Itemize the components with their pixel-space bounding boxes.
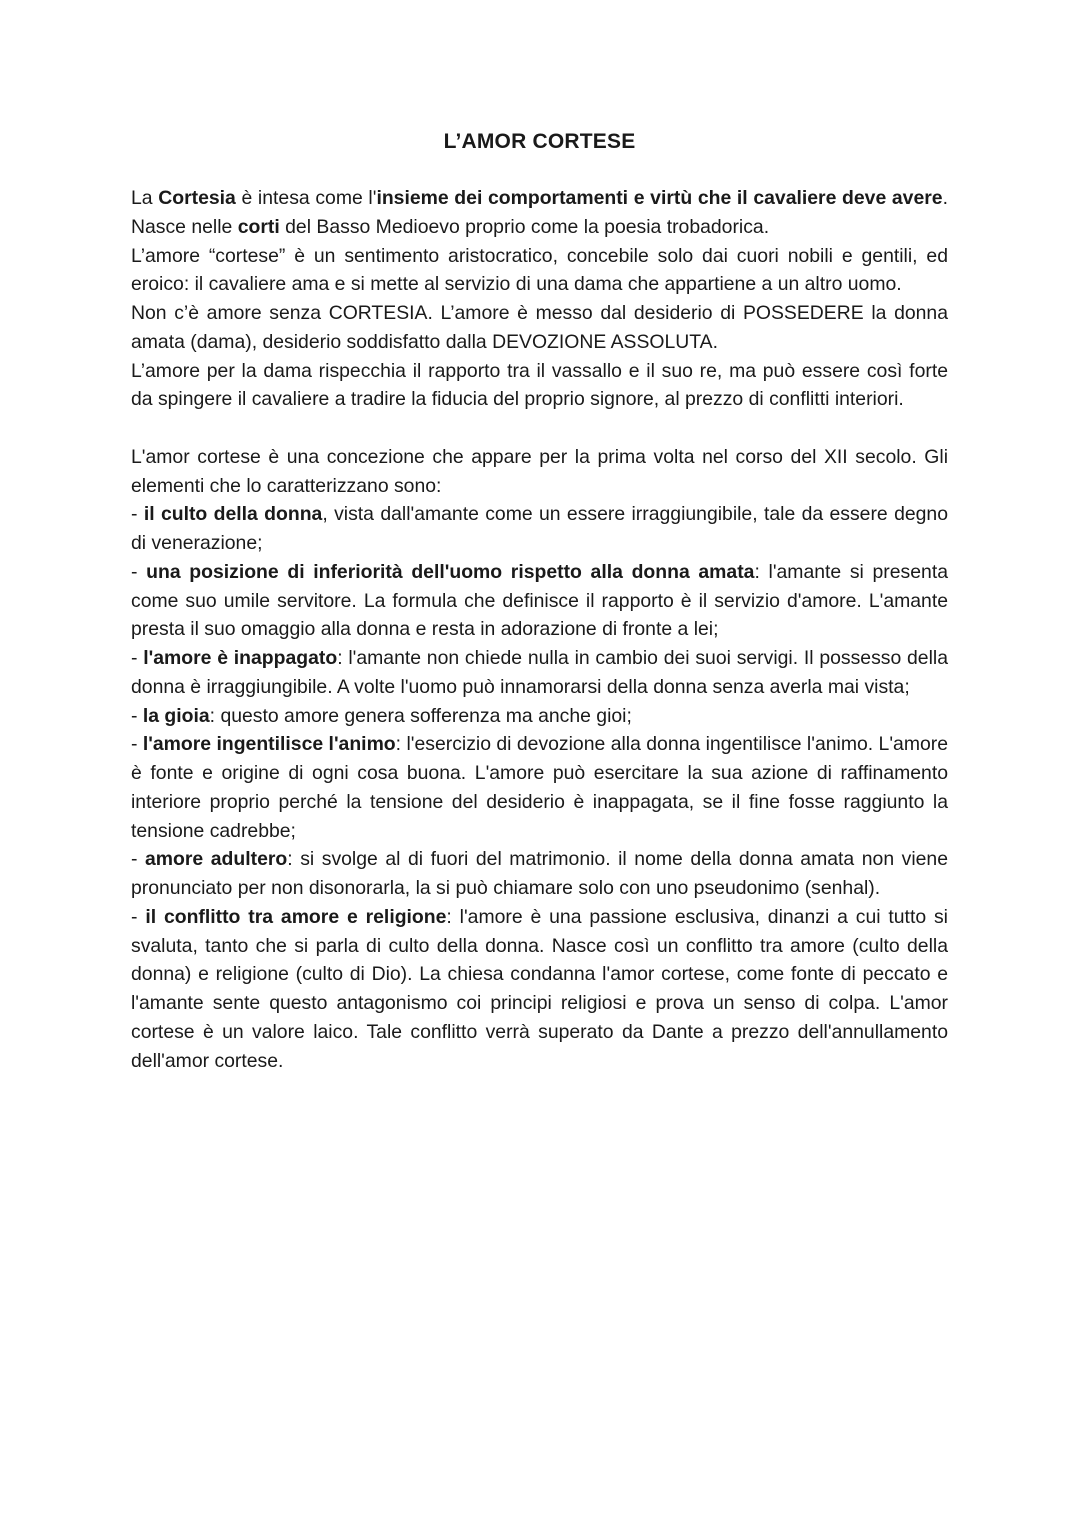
list-item-text: : l'esercizio di devozione alla donna ingentilisce l'animo. L'amore è fonte e origine di ogni cosa buona. L'amore può esercitare la sua azione di raffinamento interiore proprio perché la tensione del desiderio è inappagata, se il fine fosse raggiunto la tensione cadrebbe;	[131, 733, 948, 842]
text-run: La	[131, 187, 159, 209]
text-run: del Basso Medioevo proprio come la poesia trobadorica.	[279, 215, 770, 238]
list-dash: -	[131, 704, 143, 727]
list-dash: -	[131, 560, 147, 583]
document-page	[131, 126, 948, 1075]
list-item-culto-donna	[131, 500, 948, 558]
intro-paragraph-cortesia	[131, 184, 948, 242]
paragraph-spacer	[131, 414, 948, 443]
intro-paragraph-vassallo: L’amore per la dama rispecchia il rapporto tra il vassallo e il suo re, ma può essere così forte da spingere il cavaliere a tradire la fiducia del proprio signore, al prezzo di conflitti interiori.	[131, 359, 948, 411]
elements-intro-paragraph: L'amor cortese è una concezione che appare per la prima volta nel corso del XII secolo. Gli elementi che lo caratterizzano sono:	[131, 445, 948, 497]
list-dash: -	[131, 848, 146, 871]
bold-term-corti: corti	[237, 215, 280, 238]
list-dash: -	[131, 905, 146, 928]
list-item-text: : l'amante non chiede nulla in cambio dei suoi servigi. Il possesso della donna è irraggiungibile. A volte l'uomo può innamorarsi della donna senza averla mai vista;	[131, 647, 948, 698]
list-dash: -	[131, 733, 143, 756]
bold-definition: insieme dei comportamenti e virtù che il cavaliere deve avere	[376, 187, 943, 209]
list-item-conflitto-religione	[131, 903, 948, 1076]
list-item-heading: l'amore ingentilisce l'animo	[142, 733, 396, 756]
list-item-text: : l'amante si presenta come suo umile servitore. La formula che definisce il rapporto è il servizio d'amore. L'amante presta il suo omaggio alla donna e resta in adorazione di fronte a lei;	[131, 560, 948, 641]
list-item-ingentilisce	[131, 730, 948, 845]
list-item-heading: il culto della donna	[143, 503, 323, 526]
list-item-heading: una posizione di inferiorità dell'uomo rispetto alla donna amata	[146, 560, 755, 583]
list-item-heading: l'amore è inappagato	[143, 647, 338, 669]
intro-paragraph-amore-cortese: L’amore “cortese” è un sentimento aristocratico, concebile solo dai cuori nobili e gentili, ed eroico: il cavaliere ama e si mette al servizio di una dama che appartiene a un altro uomo.	[131, 244, 948, 296]
list-item-heading: la gioia	[142, 704, 210, 727]
list-item-adultero	[131, 845, 948, 903]
intro-paragraph-cortesia-devozione: Non c’è amore senza CORTESIA. L’amore è messo dal desiderio di POSSEDERE la donna amata (dama), desiderio soddisfatto dalla DEVOZIONE ASSOLUTA.	[131, 302, 948, 353]
document-title: L’AMOR CORTESE	[443, 130, 636, 153]
list-item-gioia	[131, 702, 948, 731]
list-item-text: , vista dall'amante come un essere irraggiungibile, tale da essere degno di venerazione;	[131, 503, 948, 554]
list-item-heading: il conflitto tra amore e religione	[145, 905, 447, 928]
list-item-inferiorita	[131, 558, 948, 644]
text-run: è intesa come l'	[235, 187, 377, 209]
list-item-text: : si svolge al di fuori del matrimonio. il nome della donna amata non viene pronunciato per non disonorarla, la si può chiamare solo con uno pseudonimo (senhal).	[131, 848, 948, 899]
list-item-text: : questo amore genera sofferenza ma anche gioi;	[209, 704, 632, 727]
list-item-text: : l'amore è una passione esclusiva, dinanzi a cui tutto si svaluta, tanto che si parla di culto della donna. Nasce così un conflitto tra amore (culto della donna) e religione (culto di Dio). La chiesa condanna l'amor cortese, come fonte di peccato e l'amante sente questo antagonismo coi principi religiosi e prova un senso di colpa. L'amor cortese è un valore laico. Tale conflitto verrà superato da Dante a prezzo dell'annullamento dell'amor cortese.	[131, 905, 948, 1072]
list-item-inappagato	[131, 644, 948, 702]
bold-term-cortesia: Cortesia	[158, 187, 236, 209]
list-dash: -	[131, 503, 144, 526]
text-run: . Nasce nelle	[131, 187, 948, 238]
list-item-heading: amore adultero	[145, 848, 288, 871]
list-dash: -	[131, 647, 144, 669]
